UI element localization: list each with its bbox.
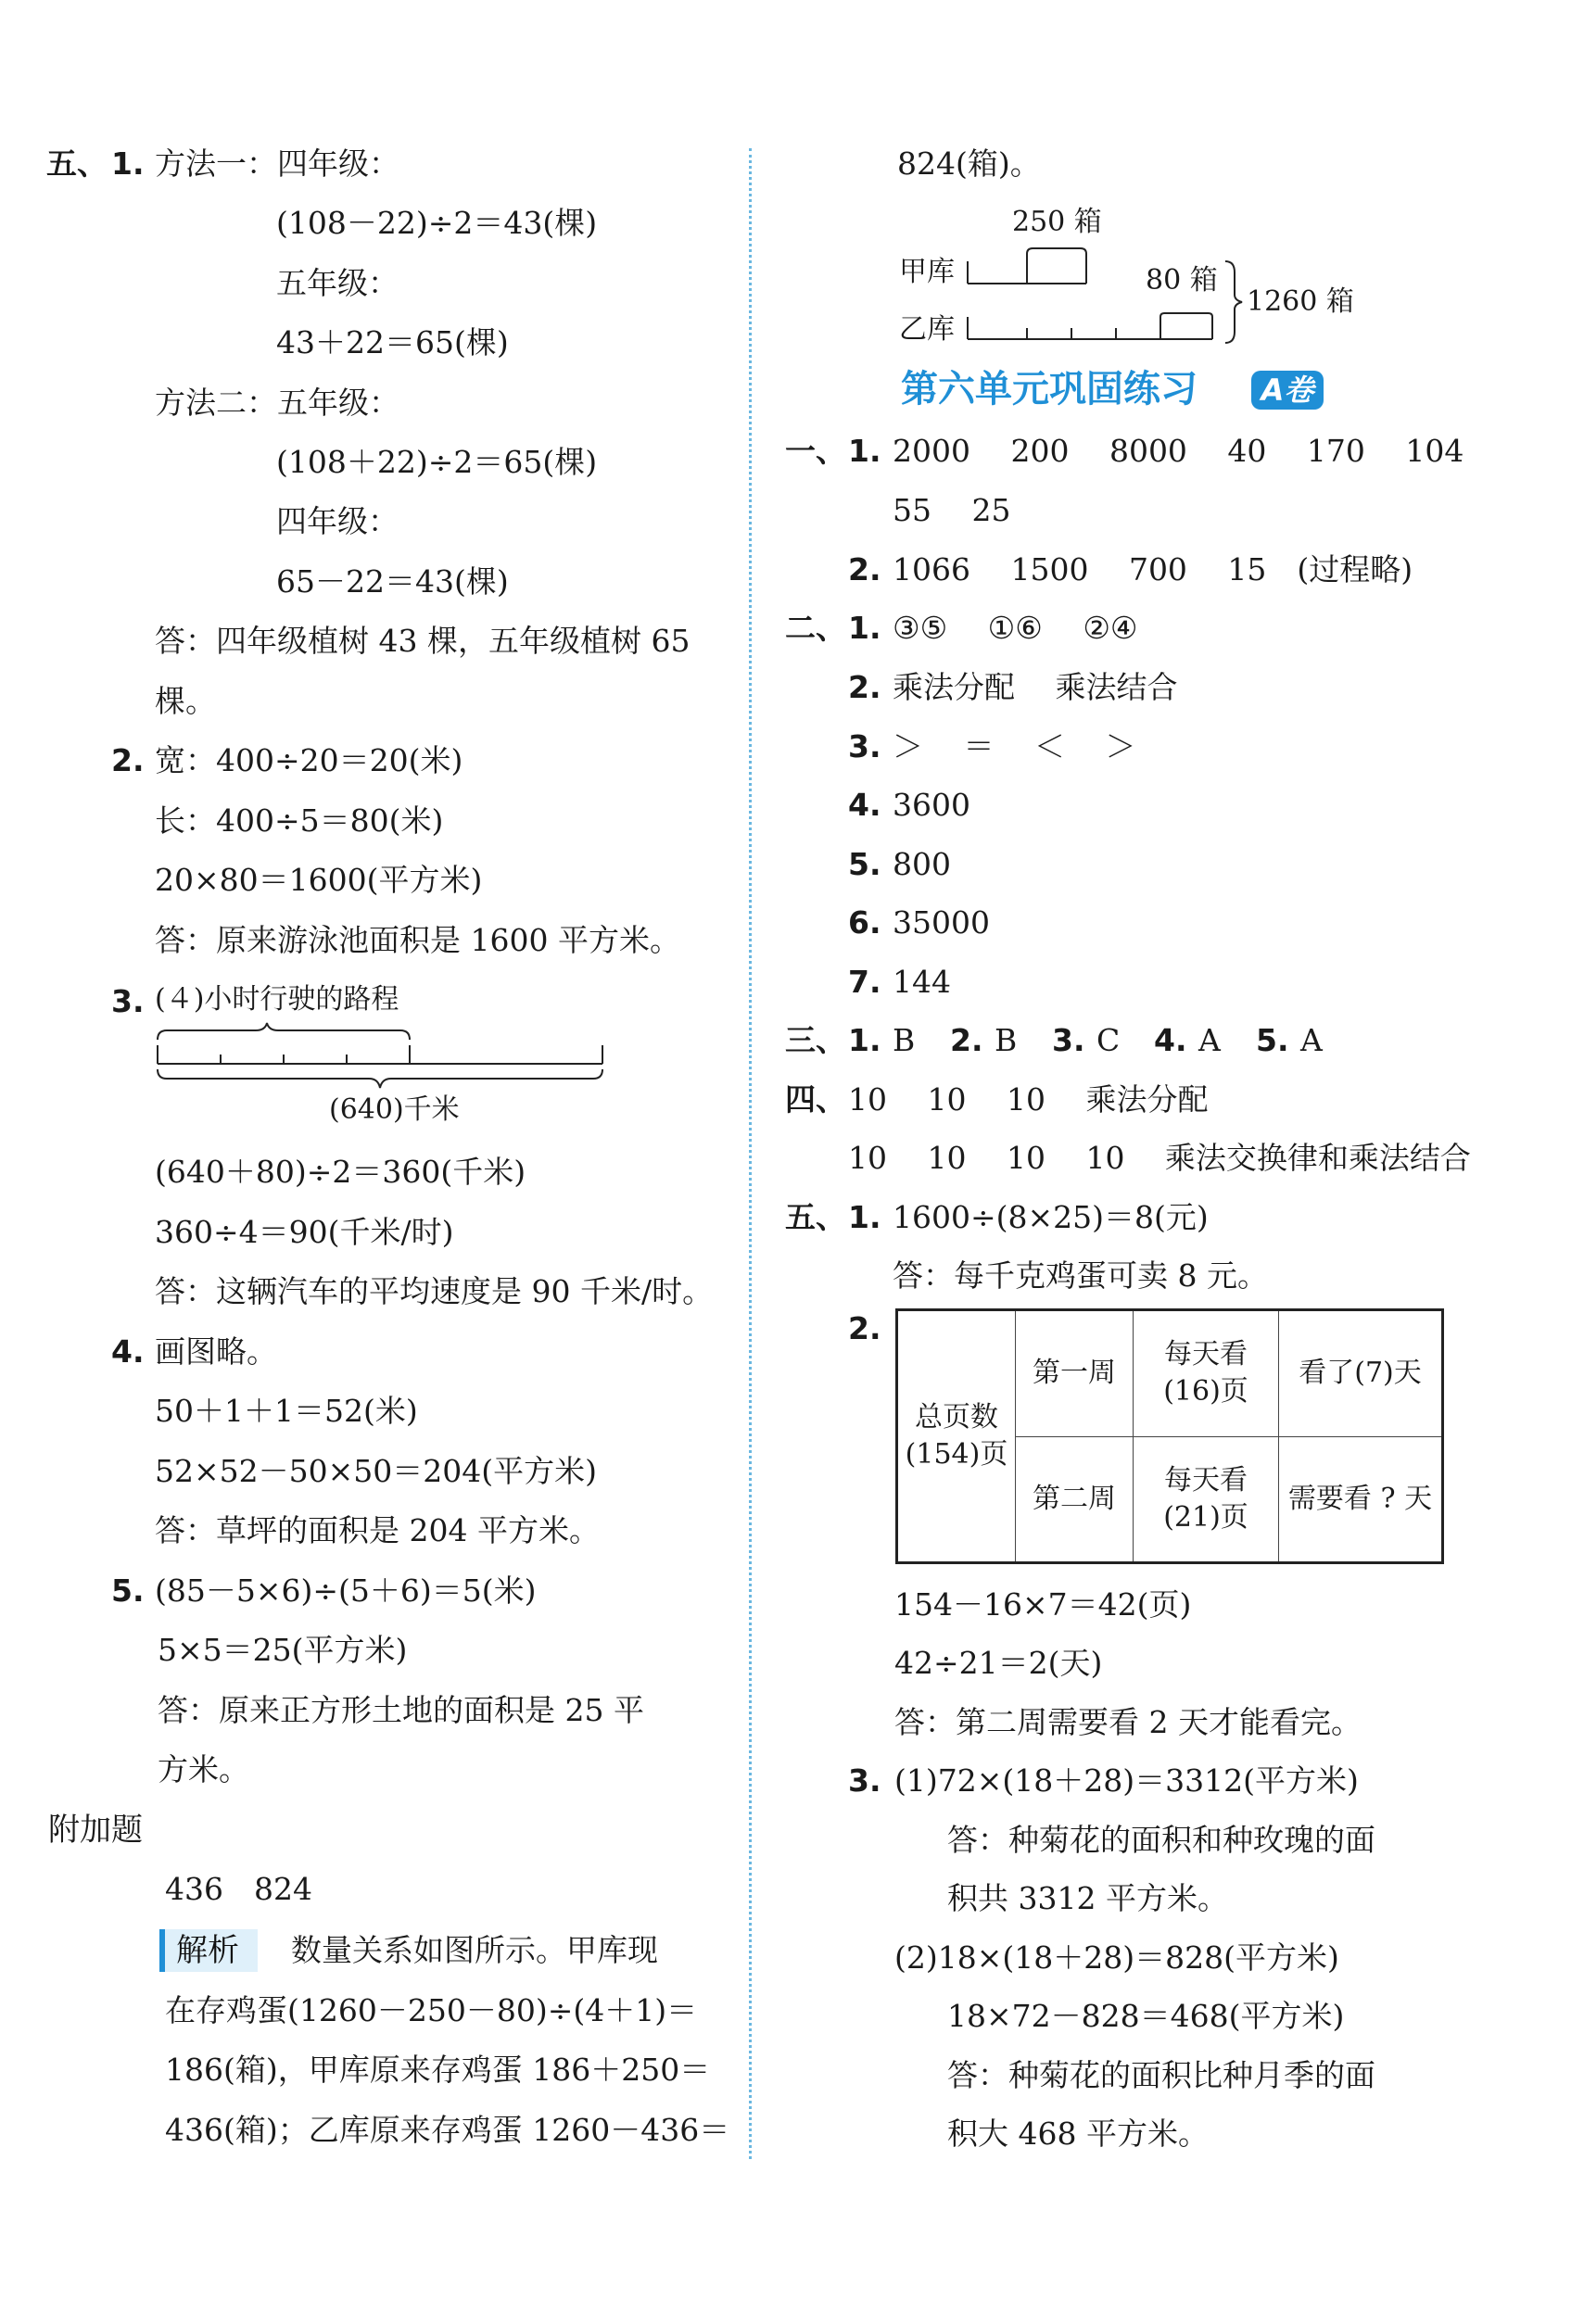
s2-q1: ③⑤ ①⑥ ②④ (893, 610, 1138, 646)
q3-line2: 360÷4＝90(千米/时) (155, 1214, 454, 1250)
q3-number: 3. (111, 983, 145, 1019)
q5-line1: (85－5×6)÷(5＋6)＝5(米) (155, 1572, 537, 1609)
s5-q1-answer: 答：每千克鸡蛋可卖 8 元。 (893, 1257, 1268, 1294)
q1-number: 1. (111, 145, 145, 182)
s1-q1-line2: 55 25 (893, 492, 1011, 528)
method1-label: 方法一：四年级： (155, 145, 399, 182)
s2-q4: 3600 (893, 787, 970, 823)
q1-answer-b: 棵。 (155, 683, 216, 719)
s2-q7-number: 7. (848, 964, 881, 1000)
q2-answer: 答：原来游泳池面积是 1600 平方米。 (155, 922, 680, 958)
s2-q5: 800 (893, 846, 951, 882)
q4-line0: 画图略。 (155, 1333, 277, 1370)
week2-pages-value: (21)页 (1163, 1500, 1248, 1534)
s2-q1-number: 1. (848, 610, 881, 646)
week1-cell: 第一周 (1016, 1310, 1134, 1437)
s3-1-answer: B (893, 1022, 916, 1058)
week2-cell: 第二周 (1016, 1436, 1134, 1563)
s1-q1-line1: 2000 200 8000 40 170 104 (893, 433, 1464, 469)
m1-line2: 43＋22＝65(棵) (276, 324, 509, 360)
q3-answer: 答：这辆汽车的平均速度是 90 千米/时。 (155, 1273, 714, 1309)
reading-table (895, 1308, 1444, 1564)
q5-line2: 5×5＝25(平方米) (158, 1632, 408, 1668)
q3-diagram-top-label: (４)小时行驶的路程 (155, 983, 399, 1016)
s5-q3-answer2b: 积大 468 平方米。 (947, 2116, 1209, 2152)
s5-q1-line1: 1600÷(8×25)＝8(元) (893, 1199, 1209, 1235)
q2-line2: 长：400÷5＝80(米) (155, 802, 444, 839)
q1-answer-a: 答：四年级植树 43 棵，五年级植树 65 (155, 623, 691, 659)
s2-q2: 乘法分配 乘法结合 (893, 669, 1178, 705)
week2-per-day-label: 每天看 (1164, 1463, 1248, 1497)
analysis-line4: 436(箱)；乙库原来存鸡蛋 1260－436＝ (165, 2112, 730, 2148)
s1-q2: 1066 1500 700 15 (过程略) (893, 551, 1413, 587)
q4-line1: 50＋1＋1＝52(米) (155, 1393, 418, 1429)
analysis-line2: 在存鸡蛋(1260－250－80)÷(4＋1)＝ (165, 1992, 698, 2028)
section-5-heading: 五、 (46, 145, 108, 182)
q3-diagram-bottom-label: (640)千米 (329, 1093, 460, 1126)
s5-q2-line1: 154－16×7＝42(页) (894, 1586, 1192, 1623)
week2-days-cell: 需要看 ? 天 (1279, 1436, 1443, 1563)
diagram-250-label: 250 箱 (1012, 206, 1102, 238)
s3-4-answer: A (1198, 1022, 1221, 1058)
analysis-tag: 解析 (159, 1929, 258, 1972)
diagram-jia-label: 甲库 (899, 256, 955, 288)
s1-q2-number: 2. (848, 551, 881, 587)
s2-q7: 144 (893, 964, 951, 1000)
q2-number: 2. (111, 742, 145, 778)
s3-3-answer: C (1096, 1022, 1121, 1058)
continued-answer: 824(箱)。 (897, 145, 1041, 182)
s2-q3: ＞ ＝ ＜ ＞ (893, 728, 1136, 764)
s4-line2: 10 10 10 10 乘法交换律和乘法结合 (848, 1140, 1471, 1176)
total-pages-cell (897, 1310, 1016, 1563)
s5-heading: 五、 (785, 1199, 846, 1235)
s5-q3-answer1b: 积共 3312 平方米。 (947, 1880, 1228, 1916)
q4-line2: 52×52－50×50＝204(平方米) (155, 1453, 598, 1489)
m2-line1: (108＋22)÷2＝65(棵) (276, 444, 598, 480)
q3-line1: (640＋80)÷2＝360(千米) (155, 1154, 526, 1190)
q5-answer-b: 方米。 (158, 1751, 249, 1787)
extra-answers: 436 824 (165, 1871, 312, 1907)
s5-q3-answer2a: 答：种菊花的面积比种月季的面 (947, 2057, 1375, 2093)
warehouse-line-diagram (964, 243, 1251, 349)
week1-per-day-label: 每天看 (1164, 1338, 1248, 1371)
m1-line1: (108－22)÷2＝43(棵) (276, 205, 598, 241)
paper-a-badge: A卷 (1251, 371, 1324, 410)
s3-1-number: 1. (848, 1022, 881, 1058)
s2-q6-number: 6. (848, 904, 881, 941)
s2-q4-number: 4. (848, 787, 881, 823)
analysis-line3: 186(箱)，甲库原来存鸡蛋 186＋250＝ (165, 2052, 711, 2088)
s3-3-number: 3. (1052, 1022, 1085, 1058)
s5-q1-number: 1. (848, 1199, 881, 1235)
q5-answer-a: 答：原来正方形土地的面积是 25 平 (158, 1692, 644, 1728)
q5-number: 5. (111, 1572, 145, 1609)
s5-q2-number: 2. (848, 1310, 881, 1346)
analysis-line1: 数量关系如图所示。甲库现 (291, 1932, 658, 1968)
column-divider (749, 148, 752, 2159)
week1-per-day-cell (1134, 1310, 1279, 1437)
s4-line1: 10 10 10 乘法分配 (848, 1081, 1209, 1118)
s5-q3-line3: 18×72－828＝468(平方米) (947, 1998, 1345, 2034)
unit-title: 第六单元巩固练习 (901, 368, 1198, 410)
s2-q6: 35000 (893, 904, 990, 941)
s5-q2-answer: 答：第二周需要看 2 天才能看完。 (894, 1704, 1362, 1740)
s5-q3-line1: (1)72×(18＋28)＝3312(平方米) (894, 1762, 1359, 1799)
s2-q2-number: 2. (848, 669, 881, 705)
s4-heading: 四、 (785, 1081, 846, 1118)
s3-5-answer: A (1300, 1022, 1323, 1058)
s5-q2-line2: 42÷21＝2(天) (894, 1645, 1103, 1681)
s3-5-number: 5. (1256, 1022, 1289, 1058)
s3-2-number: 2. (950, 1022, 983, 1058)
q2-line3: 20×80＝1600(平方米) (155, 862, 483, 898)
s1-heading: 一、 (785, 433, 846, 469)
s3-heading: 三、 (785, 1022, 846, 1058)
s5-q3-number: 3. (848, 1762, 881, 1799)
extra-question-title: 附加题 (48, 1812, 143, 1849)
s5-q3-answer1a: 答：种菊花的面积和种玫瑰的面 (947, 1822, 1375, 1858)
q3-line-diagram (154, 1019, 608, 1093)
s2-heading: 二、 (785, 610, 846, 646)
s5-q3-line2: (2)18×(18＋28)＝828(平方米) (894, 1939, 1339, 1976)
week1-days-cell: 看了(7)天 (1279, 1310, 1443, 1437)
m2-line2: 65－22＝43(棵) (276, 563, 509, 600)
diagram-yi-label: 乙库 (899, 313, 955, 346)
total-pages-value: (154)页 (905, 1438, 1008, 1471)
s3-4-number: 4. (1154, 1022, 1187, 1058)
week1-pages-value: (16)页 (1163, 1375, 1248, 1408)
s2-q5-number: 5. (848, 846, 881, 882)
method2-label: 方法二：五年级： (155, 385, 399, 421)
m1-grade5: 五年级： (276, 265, 399, 301)
diagram-80-label: 80 箱 (1146, 264, 1218, 297)
s1-q1-number: 1. (848, 433, 881, 469)
q4-number: 4. (111, 1333, 145, 1370)
week2-per-day-cell (1134, 1436, 1279, 1563)
s3-2-answer: B (995, 1022, 1018, 1058)
s2-q3-number: 3. (848, 728, 881, 764)
total-pages-label: 总页数 (915, 1401, 998, 1434)
q4-answer: 答：草坪的面积是 204 平方米。 (155, 1512, 600, 1548)
m2-grade4: 四年级： (276, 503, 399, 539)
diagram-1260-label: 1260 箱 (1247, 285, 1354, 318)
q2-line1: 宽：400÷20＝20(米) (155, 742, 463, 778)
